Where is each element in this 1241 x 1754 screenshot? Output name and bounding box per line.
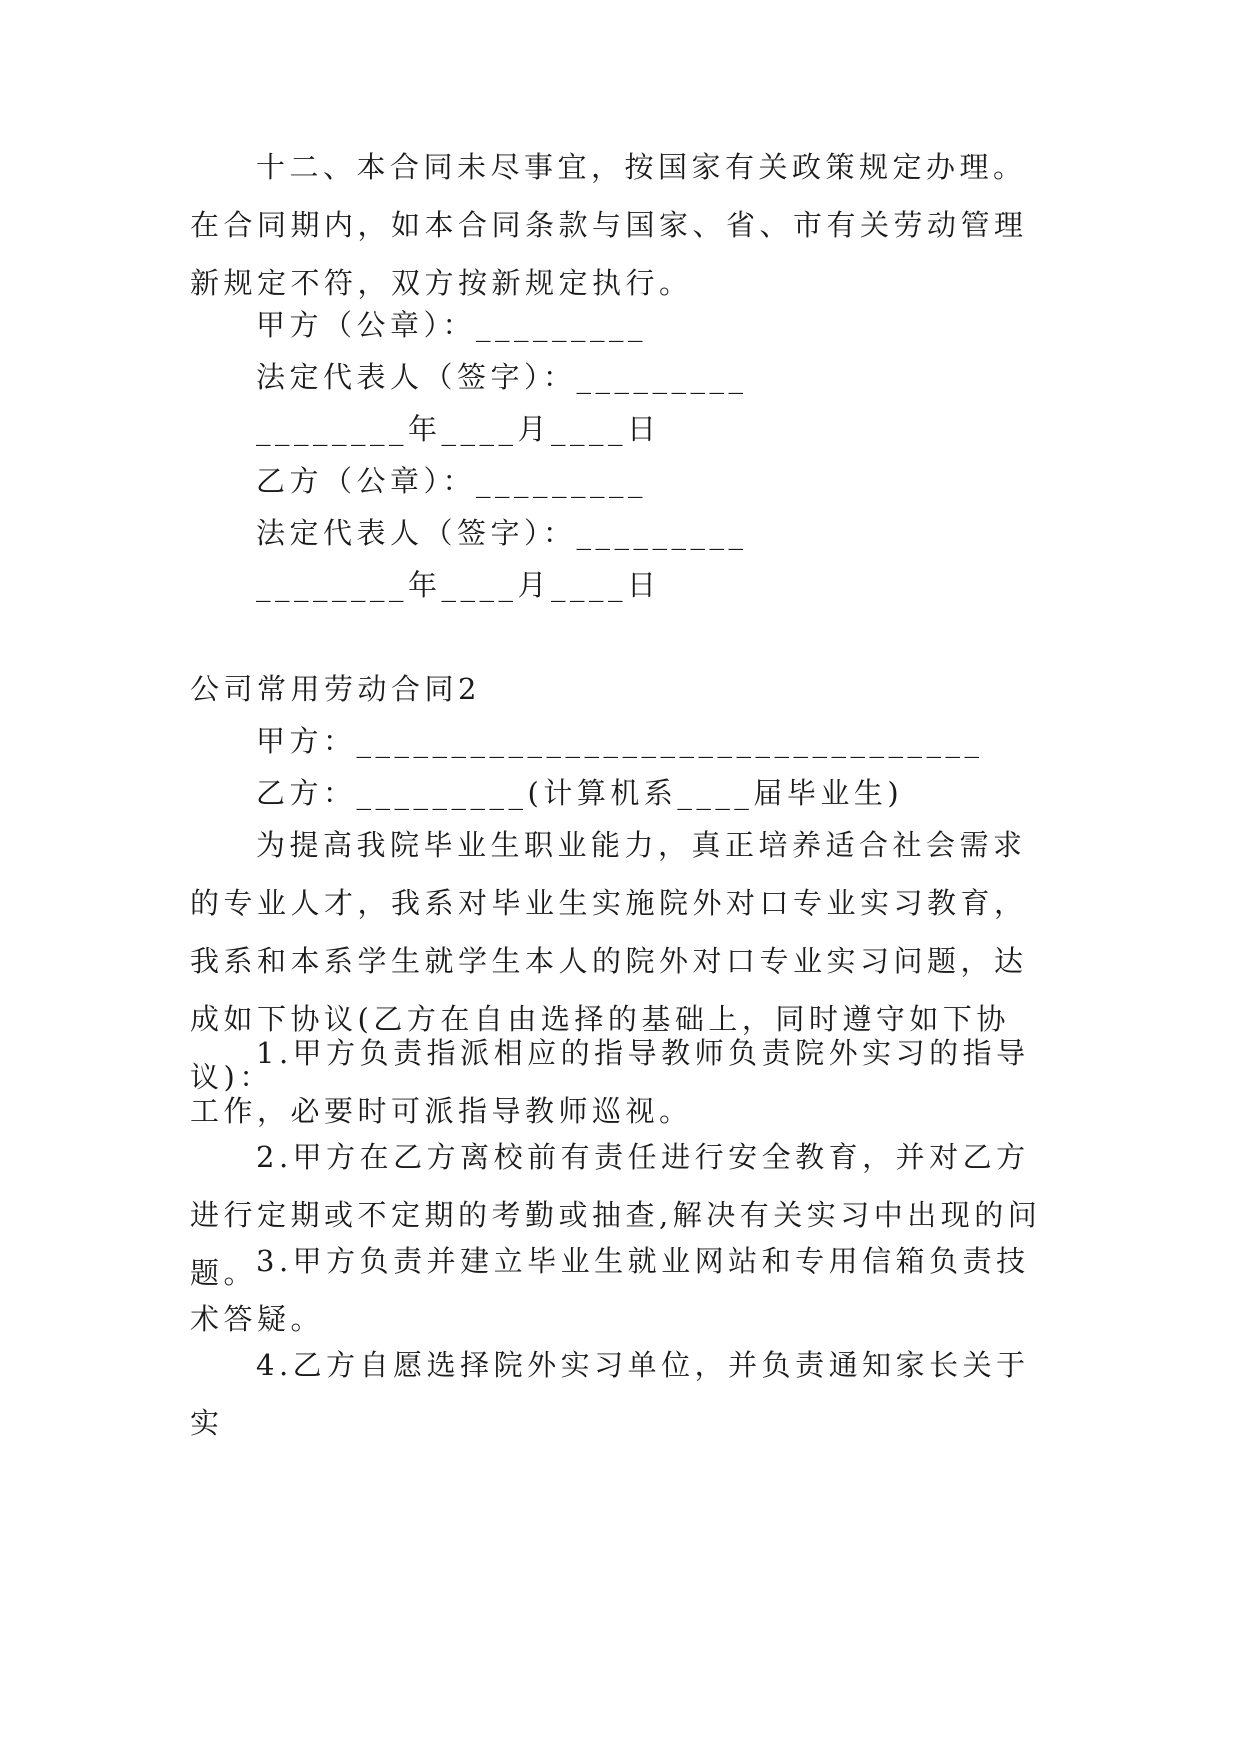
party-b-seal-line: 乙方（公章）：_________ <box>256 464 648 498</box>
clause-12-paragraph: 十二、本合同未尽事宜，按国家有关政策规定办理。在合同期内，如本合同条款与国家、省、市有关劳动管理新规定不符，双方按新规定执行。 <box>190 150 1028 300</box>
party-a-date-line: ________年____月____日 <box>256 412 661 446</box>
party-a-representative-line: 法定代表人（签字）：_________ <box>256 360 748 394</box>
contract-2-item-4: 4.乙方自愿选择院外实习单位，并负责通知家长关于实 <box>190 1348 1030 1440</box>
party-b-representative-line: 法定代表人（签字）：_________ <box>256 516 748 550</box>
contract-2-intro-paragraph: 为提高我院毕业生职业能力，真正培养适合社会需求的专业人才，我系对毕业生实施院外对口专业实习教育，我系和本系学生就学生本人的院外对口专业实习问题，达成如下协议(乙方在自由选择的基础上，同时遵守如下协议)： <box>190 828 1028 1094</box>
contract-2-item-3: 3.甲方负责并建立毕业生就业网站和专用信箱负责技术答疑。 <box>190 1244 1030 1336</box>
contract-2-party-a-line: 甲方：_________________________________ <box>256 724 984 758</box>
contract-2-item-2: 2.甲方在乙方离校前有责任进行安全教育，并对乙方进行定期或不定期的考勤或抽查,解决有关实习中出现的问题。 <box>190 1140 1042 1290</box>
party-a-seal-line: 甲方（公章）：_________ <box>256 308 648 342</box>
contract-2-title: 公司常用劳动合同2 <box>190 672 481 706</box>
contract-2-party-b-line: 乙方：_________(计算机系____届毕业生) <box>256 776 904 810</box>
party-b-date-line: ________年____月____日 <box>256 568 661 602</box>
contract-2-item-1: 1.甲方负责指派相应的指导教师负责院外实习的指导工作，必要时可派指导教师巡视。 <box>190 1036 1030 1128</box>
